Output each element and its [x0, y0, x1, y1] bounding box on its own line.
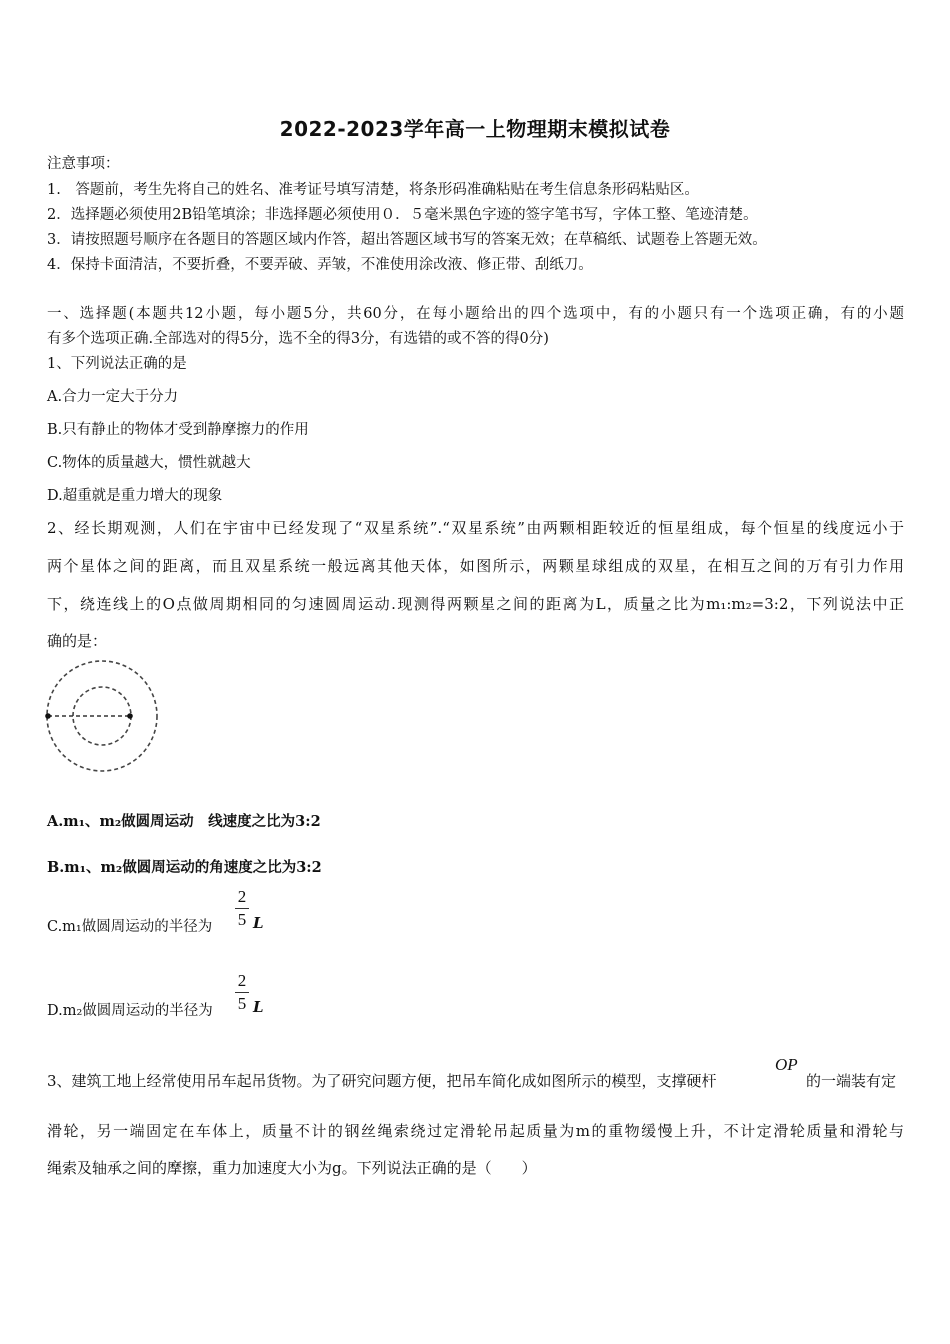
q2-option-d-var: L — [253, 998, 264, 1016]
fraction-numerator: 2 — [237, 971, 247, 990]
q2-option-d — [47, 999, 213, 1020]
q3-line-3: 绳索及轴承之间的摩擦，重力加速度大小为g。下列说法正确的是（ ） — [47, 1159, 537, 1177]
q2-option-c-fraction — [235, 887, 249, 930]
notice-item-1: 1. 答题前，考生先将自己的姓名、准考证号填写清楚，将条形码准确粘贴在考生信息条形码粘贴区。 — [47, 182, 699, 198]
q3-line-1a: 3、建筑工地上经常使用吊车起吊货物。为了研究问题方便，把吊车简化成如图所示的模型，支撑硬杆 — [47, 1072, 717, 1090]
section-line-1: 一、选择题(本题共12小题，每小题5分，共60分，在每小题给出的四个选项中，有的小题只有一个选项正确，有的小题 — [47, 306, 904, 322]
q2-option-d-text: D.m₂做圆周运动的半径为 — [47, 1003, 213, 1019]
star-m1-dot — [45, 713, 51, 719]
q3-line-2: 滑轮，另一端固定在车体上，质量不计的钢丝绳索绕过定滑轮吊起质量为m的重物缓慢上升，不计定滑轮质量和滑轮与 — [47, 1122, 904, 1140]
q2-line-2: 两个星体之间的距离，而且双星系统一般远离其他天体，如图所示，两颗星球组成的双星，在相互之间的万有引力作用 — [47, 557, 904, 575]
q1-option-b: B.只有静止的物体才受到静摩擦力的作用 — [47, 422, 309, 438]
section-line-2: 有多个选项正确.全部选对的得5分，选不全的得3分，有选错的或不答的得0分) — [47, 331, 549, 347]
q2-option-b: B.m₁、m₂做圆周运动的角速度之比为3:2 — [47, 859, 322, 876]
fraction-bar — [235, 908, 249, 909]
fraction-bar — [235, 992, 249, 993]
q3-line-1b: 的一端装有定 — [806, 1072, 897, 1090]
q2-line-3: 下，绕连线上的O点做周期相同的匀速圆周运动.现测得两颗星之间的距离为L，质量之比为m₁:m₂=3:2，下列说法中正 — [47, 595, 904, 613]
fraction-numerator: 2 — [237, 887, 247, 906]
fraction-denominator: 5 — [237, 994, 247, 1013]
binary-star-diagram — [40, 658, 164, 774]
q1-option-a: A.合力一定大于分力 — [47, 389, 179, 405]
q2-line-4: 确的是： — [47, 632, 108, 650]
q1-option-d: D.超重就是重力增大的现象 — [47, 488, 223, 504]
star-m2-dot — [127, 713, 133, 719]
q2-line-1: 2、经长期观测，人们在宇宙中已经发现了“双星系统”.“双星系统”由两颗相距较近的恒星组成，每个恒星的线度远小于 — [47, 519, 904, 537]
q2-option-c — [47, 915, 212, 936]
q3-op-symbol: OP — [775, 1055, 798, 1074]
q2-option-a: A.m₁、m₂做圆周运动 线速度之比为3:2 — [47, 813, 321, 830]
inner-orbit — [73, 687, 131, 745]
notice-item-2: 2．选择题必须使用2B铅笔填涂；非选择题必须使用０．５毫米黑色字迹的签字笔书写，字体工整、笔迹清楚。 — [47, 207, 758, 223]
q2-option-c-text: C.m₁做圆周运动的半径为 — [47, 919, 213, 935]
q2-option-c-var: L — [253, 914, 264, 932]
notice-item-3: 3．请按照题号顺序在各题目的答题区域内作答，超出答题区域书写的答案无效；在草稿纸、试题卷上答题无效。 — [47, 232, 767, 248]
q1-stem: 1、下列说法正确的是 — [47, 356, 187, 372]
page-title: 2022-2023学年高一上物理期末模拟试卷 — [279, 117, 671, 141]
q2-option-d-fraction — [235, 971, 249, 1014]
fraction-denominator: 5 — [237, 910, 247, 929]
notice-heading: 注意事项： — [47, 156, 120, 172]
notice-item-4: 4．保持卡面清洁，不要折叠，不要弄破、弄皱，不准使用涂改液、修正带、刮纸刀。 — [47, 257, 593, 273]
q1-option-c: C.物体的质量越大，惯性就越大 — [47, 455, 251, 471]
